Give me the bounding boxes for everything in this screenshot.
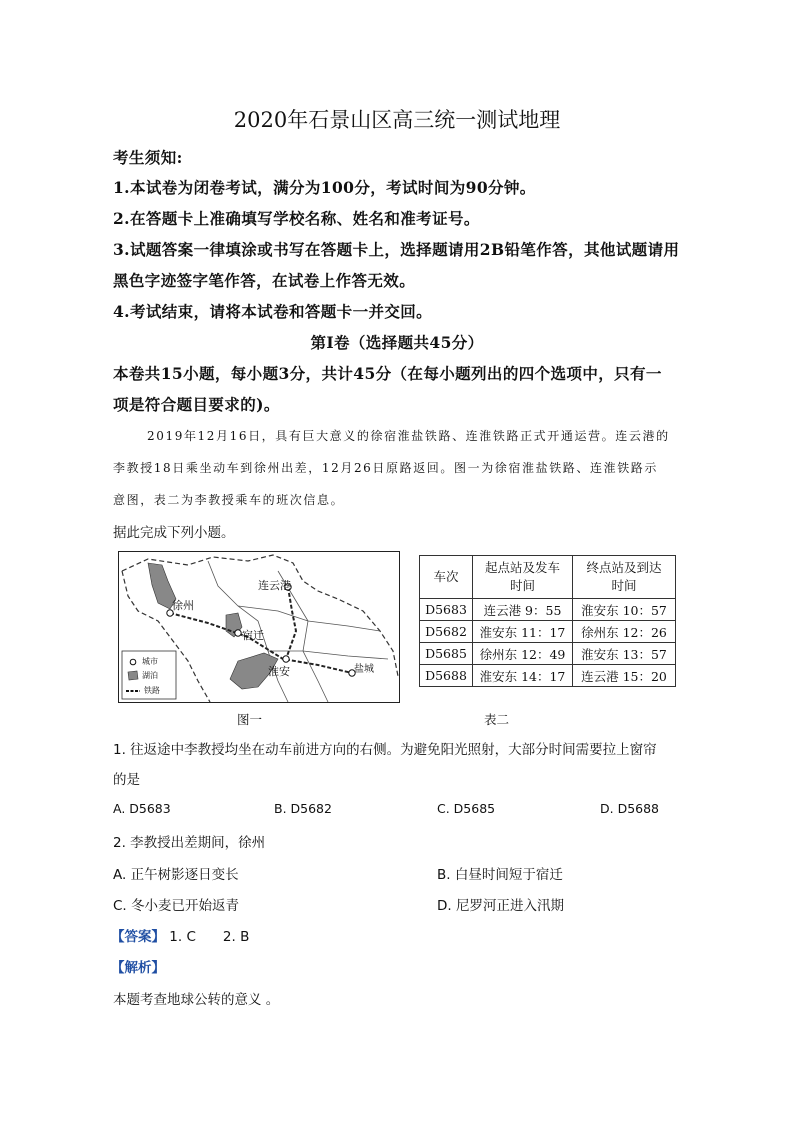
map-city-label: 连云港: [258, 579, 291, 592]
header-line: 时间: [509, 578, 535, 593]
legend-label: 铁路: [144, 686, 160, 695]
section-title: 第Ⅰ卷（选择题共45分）: [310, 333, 484, 352]
table-caption: 表二: [484, 712, 510, 727]
table-row: [420, 643, 676, 665]
notice-heading: 考生须知:: [113, 148, 183, 167]
passage-instruction: 据此完成下列小题。: [113, 525, 235, 541]
notice-item: 黑色字迹签字笔作答，在试卷上作答无效。: [113, 271, 416, 290]
q1-option-a: A. D5683: [113, 801, 171, 816]
table-cell: 淮安东 14：17: [473, 665, 573, 687]
section-intro: 项是符合题目要求的)。: [113, 395, 280, 414]
answer-label: 【答案】: [111, 929, 165, 945]
header-cell: [473, 556, 573, 599]
passage-line: 李教授18日乘坐动车到徐州出差，12月26日原路返回。图一为徐宿淮盐铁路、连淮铁路示: [113, 461, 659, 475]
question-1-stem: 1. 往返途中李教授均坐在动车前进方向的右侧。为避免阳光照射，大部分时间需要拉上窗帘: [113, 742, 657, 758]
table-cell: D5683: [420, 599, 473, 621]
analysis-label: 【解析】: [111, 960, 165, 976]
q1-option-b: B. D5682: [274, 801, 332, 816]
table-row: [420, 665, 676, 687]
table-header-row: [420, 556, 676, 599]
answer-text: 1. C 2. B: [169, 929, 250, 945]
q2-option-c: C. 冬小麦已开始返青: [113, 898, 240, 914]
passage-line: 2019年12月16日，具有巨大意义的徐宿淮盐铁路、连淮铁路正式开通运营。连云港的: [147, 429, 670, 443]
question-1-stem: 的是: [113, 772, 140, 788]
question-2-stem: 2. 李教授出差期间，徐州: [113, 835, 266, 851]
table-cell: 淮安东 11：17: [473, 621, 573, 643]
notice-item: 4.考试结束，请将本试卷和答题卡一并交回。: [113, 302, 433, 321]
table-cell: 徐州东 12：49: [473, 643, 573, 665]
header-line: 时间: [611, 578, 637, 593]
header-line: 终点站及到达: [586, 560, 662, 575]
table-cell: 淮安东 10：57: [573, 599, 676, 621]
notice-item: 3.试题答案一律填涂或书写在答题卡上，选择题请用2B铅笔作答，其他试题请用: [113, 240, 680, 259]
legend-label: 湖泊: [142, 671, 158, 680]
header-line: 起点站及发车: [484, 560, 560, 575]
section-intro: 本卷共15小题，每小题3分，共计45分（在每小题列出的四个选项中，只有一: [113, 364, 662, 383]
table-cell: 连云港 9：55: [473, 599, 573, 621]
map-city-label: 徐州: [172, 599, 194, 612]
q1-option-c: C. D5685: [437, 801, 496, 816]
table-row: [420, 621, 676, 643]
map-city-label: 盐城: [354, 664, 374, 675]
legend-label: 城市: [142, 657, 158, 666]
q2-option-a: A. 正午树影逐日变长: [113, 867, 239, 883]
map-caption: 图一: [237, 712, 263, 727]
map-city-label: 淮安: [268, 665, 290, 678]
notice-item: 1.本试卷为闭卷考试，满分为100分，考试时间为90分钟。: [113, 178, 536, 197]
railway-map: [118, 551, 400, 703]
table-cell: D5685: [420, 643, 473, 665]
table-cell: 连云港 15：20: [573, 665, 676, 687]
schedule-table-wrap: [419, 555, 676, 687]
passage-line: 意图，表二为李教授乘车的班次信息。: [113, 493, 345, 507]
header-cell: 车次: [420, 556, 473, 599]
analysis-line: [111, 956, 165, 976]
q2-option-b: B. 白昼时间短于宿迁: [437, 867, 563, 883]
table-cell: D5688: [420, 665, 473, 687]
notice-item: 2.在答题卡上准确填写学校名称、姓名和准考证号。: [113, 209, 480, 228]
map-city-label: 宿迁: [242, 629, 264, 642]
q1-option-d: D. D5688: [600, 801, 660, 816]
table-cell: 徐州东 12：26: [573, 621, 676, 643]
analysis-text: 本题考查地球公转的意义 。: [113, 992, 280, 1008]
q2-option-d: D. 尼罗河正进入汛期: [437, 898, 564, 914]
table-cell: 淮安东 13：57: [573, 643, 676, 665]
page-title: 2020年石景山区高三统一测试地理: [233, 108, 561, 132]
schedule-table: [419, 555, 676, 687]
table-row: [420, 599, 676, 621]
answer-line: [111, 925, 249, 945]
table-cell: D5682: [420, 621, 473, 643]
header-cell: [573, 556, 676, 599]
